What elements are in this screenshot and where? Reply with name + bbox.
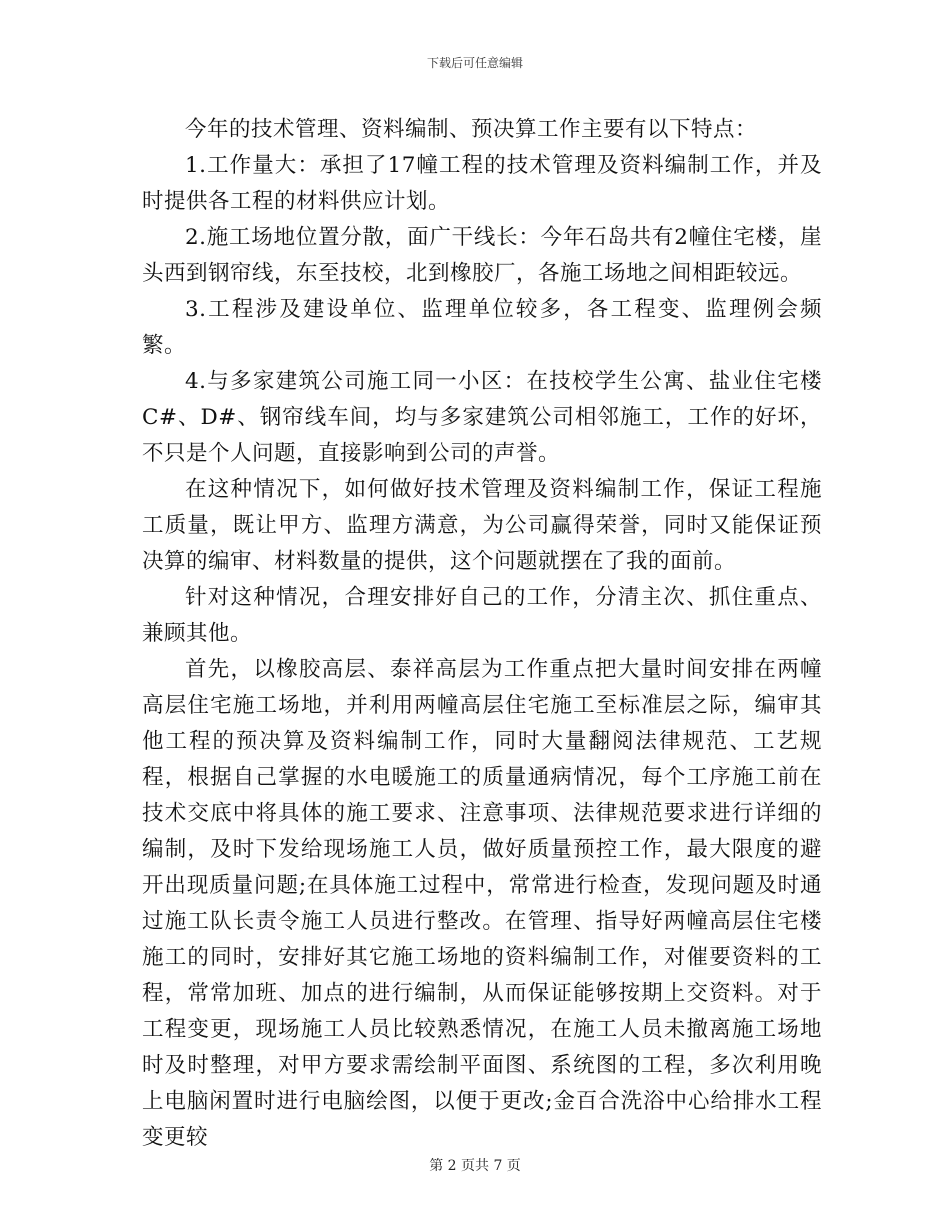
paragraph-situation: 在这种情况下，如何做好技术管理及资料编制工作，保证工程施工质量，既让甲方、监理方满意，为公司赢得荣誉，同时又能保证预决算的编审、材料数量的提供，这个问题就摆在了我的面前。 — [142, 477, 822, 574]
page-footer: 第 2 页共 7 页 — [429, 1158, 521, 1174]
paragraph-point-3: 3.工程涉及建设单位、监理单位较多，各工程变、监理例会频繁。 — [142, 297, 822, 358]
paragraph-point-1: 1.工作量大：承担了17幢工程的技术管理及资料编制工作，并及时提供各工程的材料供应计划。 — [142, 153, 822, 214]
paragraph-approach: 针对这种情况，合理安排好自己的工作，分清主次、抓住重点、兼顾其他。 — [142, 585, 822, 646]
paragraph-details: 首先，以橡胶高层、泰祥高层为工作重点把大量时间安排在两幢高层住宅施工场地，并利用两幢高层住宅施工至标准层之际，编审其他工程的预决算及资料编制工作，同时大量翻阅法律规范、工艺规程，根据自己掌握的水电暖施工的质量通病情况，每个工序施工前在技术交底中将具体的施工要求、注意事项、法律规范要求进行详细的编制，及时下发给现场施工人员，做好质量预控工作，最大限度的避开出现质量问题;在具体施工过程中，常常进行检查，发现问题及时通过施工队长责令施工人员进行整改。在管理、指导好两幢高层住宅楼施工的同时，安排好其它施工场地的资料编制工作，对催要资料的工程，常常加班、加点的进行编制，从而保证能够按期上交资料。对于工程变更，现场施工人员比较熟悉情况，在施工人员未撤离施工场地时及时整理，对甲方要求需绘制平面图、系统图的工程，多次利用晚上电脑闲置时进行电脑绘图，以便于更改;金百合洗浴中心给排水工程变更较 — [142, 657, 822, 1150]
page-header: 下载后可任意编辑 — [426, 56, 523, 70]
paragraph-intro: 今年的技术管理、资料编制、预决算工作主要有以下特点： — [185, 117, 758, 142]
paragraph-point-4: 4.与多家建筑公司施工同一小区：在技校学生公寓、盐业住宅楼C#、D#、钢帘线车间，均与多家建筑公司相邻施工，工作的好坏，不只是个人问题，直接影响到公司的声誉。 — [142, 369, 822, 466]
paragraph-point-2: 2.施工场地位置分散，面广干线长：今年石岛共有2幢住宅楼，崖头西到钢帘线，东至技校，北到橡胶厂，各施工场地之间相距较远。 — [142, 225, 822, 286]
document-body — [142, 112, 822, 1156]
